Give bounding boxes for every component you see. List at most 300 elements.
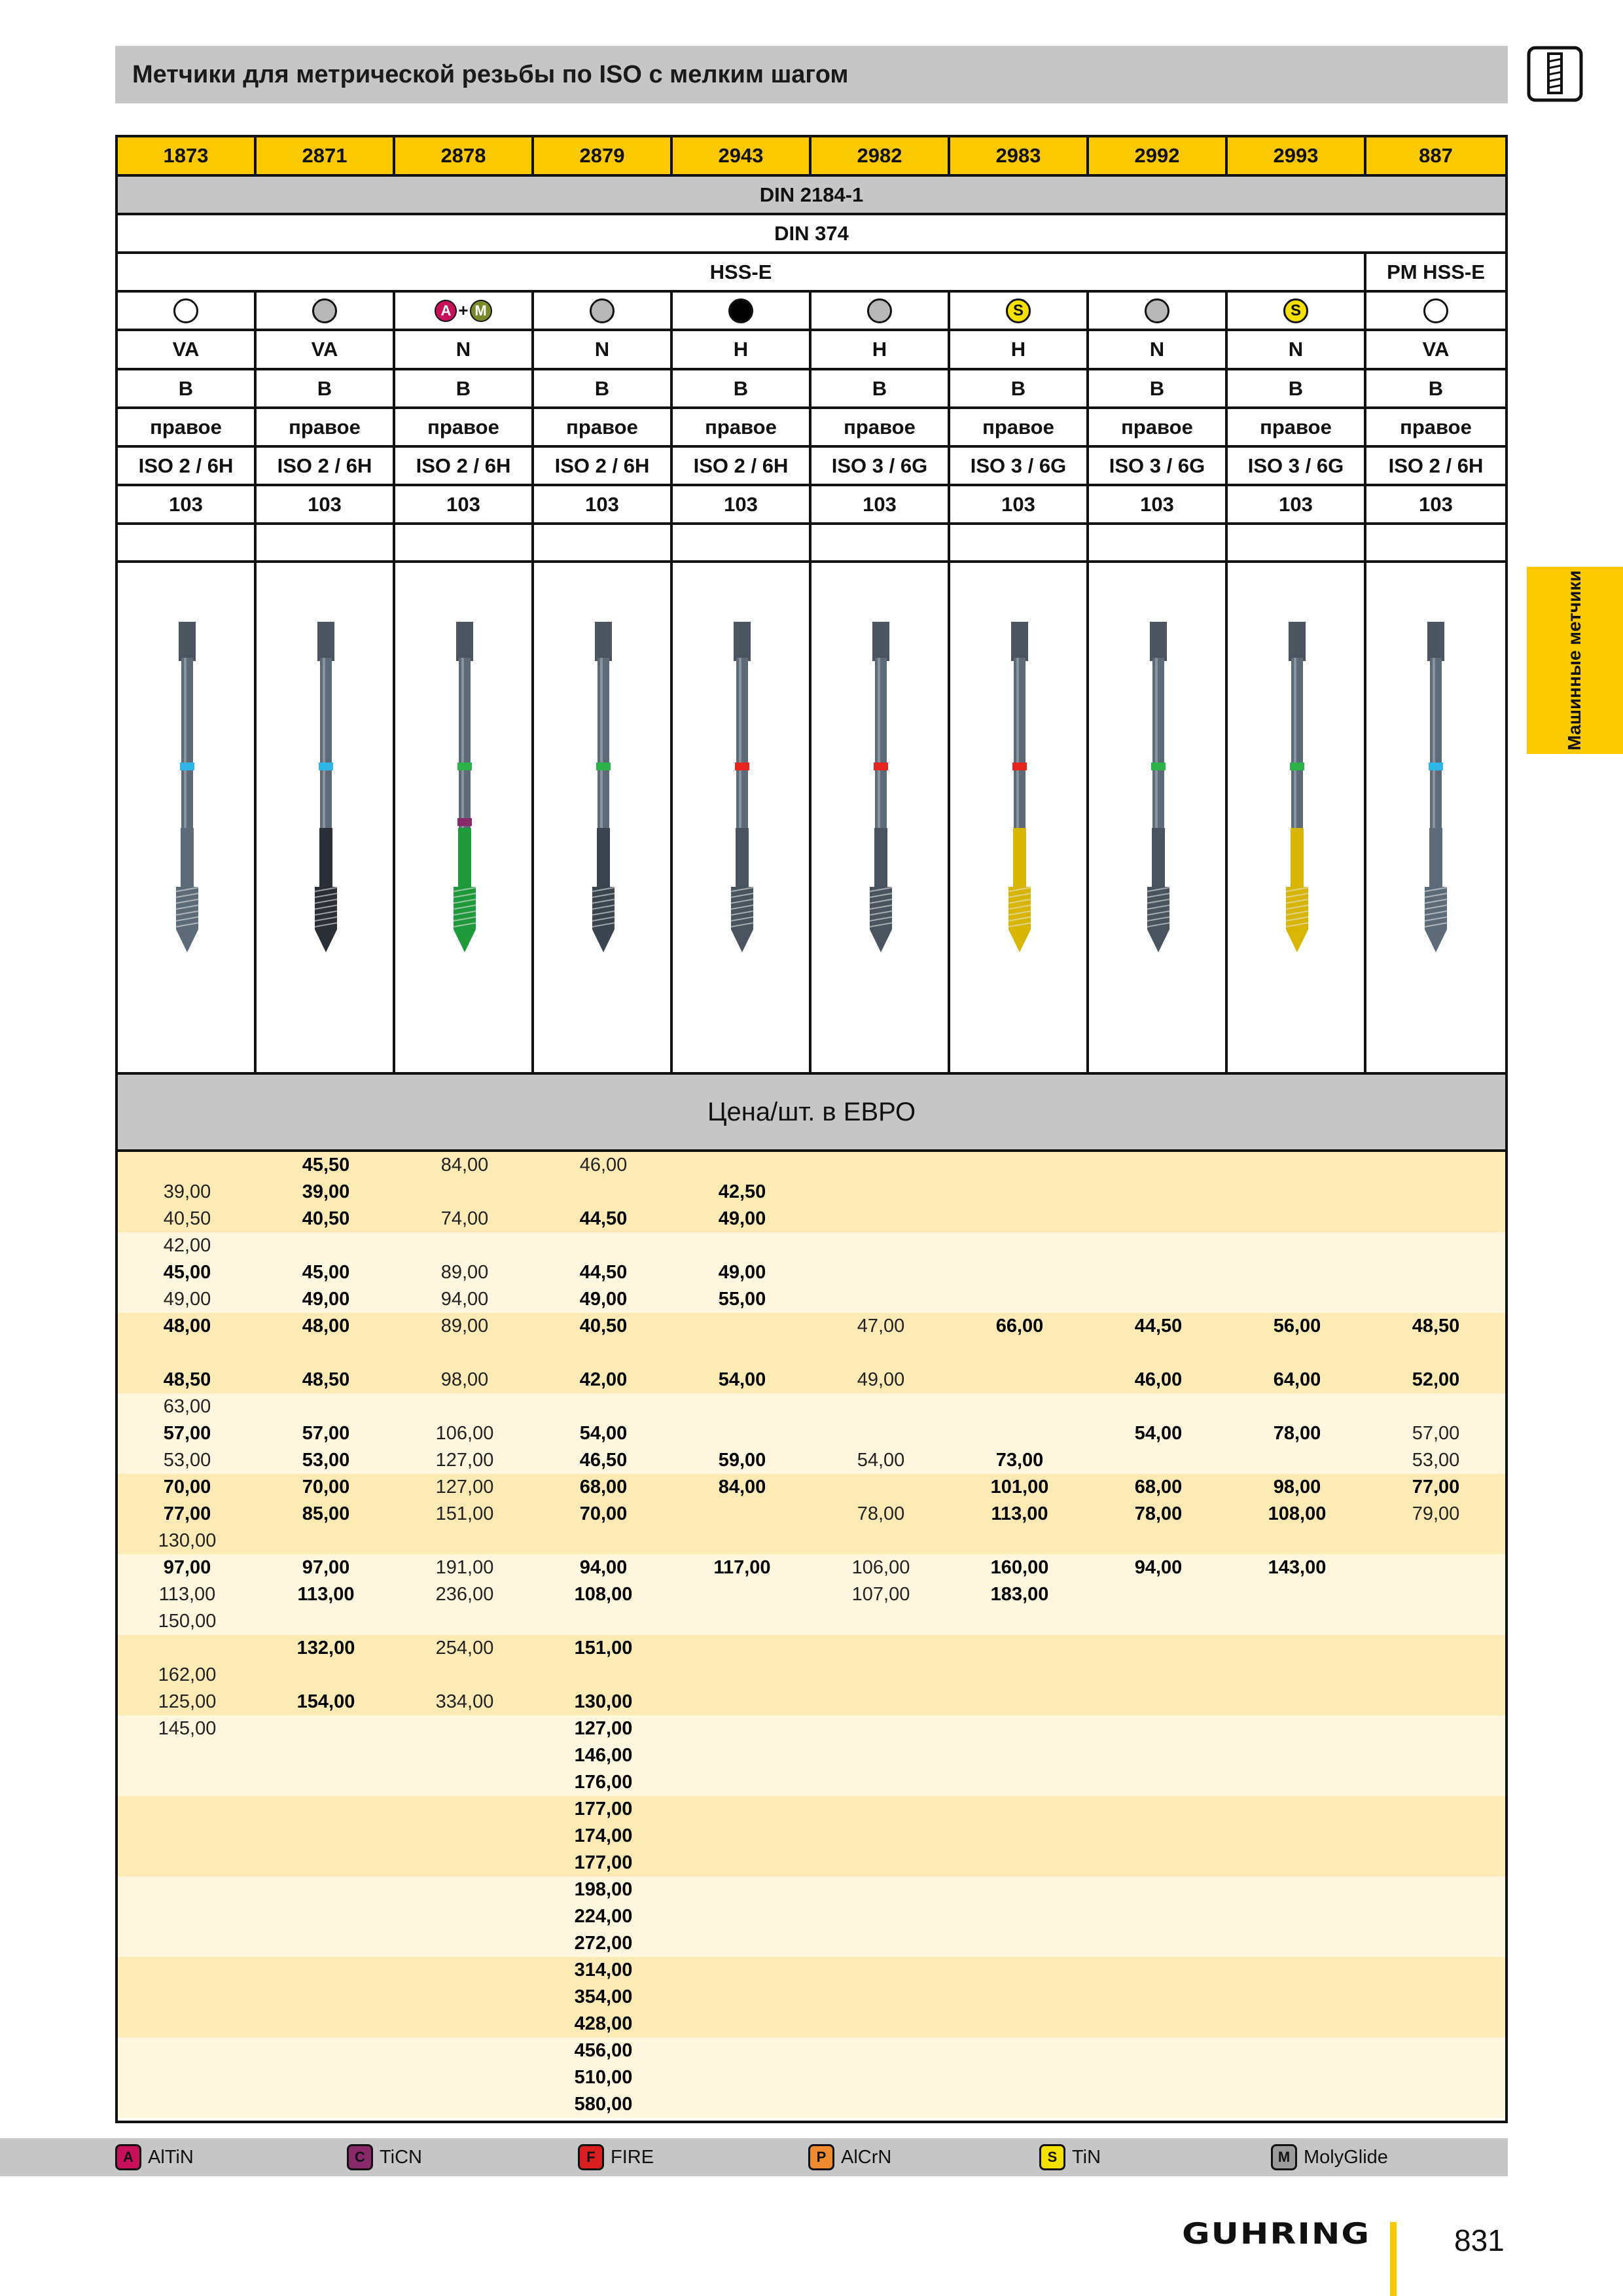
thread-tolerance: ISO 3 / 6G bbox=[1228, 448, 1366, 484]
price-cell bbox=[1366, 1206, 1505, 1232]
price-row bbox=[118, 1662, 1505, 1689]
price-row bbox=[118, 1313, 1505, 1340]
price-cell: 48,50 bbox=[302, 1369, 350, 1390]
price-cell bbox=[395, 1930, 534, 1957]
thread-direction: правое bbox=[673, 409, 812, 445]
tap-neck bbox=[1429, 828, 1442, 890]
price-cell: 94,00 bbox=[1134, 1557, 1183, 1578]
price-cell: 57,00 bbox=[1412, 1423, 1460, 1444]
price-cell bbox=[812, 2091, 950, 2118]
tap-image-cell bbox=[534, 563, 673, 1072]
price-cell bbox=[395, 1903, 534, 1930]
price-cell bbox=[1089, 1662, 1228, 1689]
tap-form: B bbox=[812, 370, 950, 406]
tap-form: B bbox=[950, 370, 1089, 406]
material-group: VA bbox=[257, 331, 395, 368]
price-row bbox=[118, 1608, 1505, 1635]
price-row bbox=[118, 1474, 1505, 1501]
empty-cell bbox=[395, 525, 534, 560]
price-cell bbox=[257, 1232, 395, 1259]
price-cell: 94,00 bbox=[440, 1289, 489, 1310]
coating-cell bbox=[812, 293, 950, 329]
price-cell bbox=[1366, 1984, 1505, 2011]
thread-direction: правое bbox=[1089, 409, 1228, 445]
price-cell bbox=[1366, 1957, 1505, 1984]
price-cell: 42,00 bbox=[163, 1235, 211, 1256]
price-cell bbox=[1089, 1903, 1228, 1930]
price-cell bbox=[1366, 2011, 1505, 2037]
price-cell: 45,00 bbox=[163, 1262, 211, 1283]
price-cell: 46,50 bbox=[579, 1450, 628, 1471]
price-cell: 154,00 bbox=[296, 1691, 355, 1712]
price-cell: 314,00 bbox=[574, 1960, 633, 1981]
tap-image-cell bbox=[395, 563, 534, 1072]
empty-row bbox=[118, 525, 1505, 563]
price-cell bbox=[812, 1152, 950, 1179]
thread-direction: правое bbox=[950, 409, 1089, 445]
page-reference: 103 bbox=[534, 486, 673, 522]
price-cell: 98,00 bbox=[1273, 1477, 1321, 1498]
price-cell bbox=[395, 1715, 534, 1742]
price-cell: 162,00 bbox=[158, 1664, 217, 1685]
price-cell bbox=[1228, 1957, 1366, 1984]
price-cell bbox=[673, 1528, 812, 1554]
price-cell bbox=[1228, 1152, 1366, 1179]
price-cell bbox=[812, 1232, 950, 1259]
price-cell bbox=[950, 1984, 1089, 2011]
thread-tolerance: ISO 3 / 6G bbox=[812, 448, 950, 484]
logo-divider bbox=[1390, 2222, 1397, 2296]
price-cell: 53,00 bbox=[1412, 1450, 1460, 1471]
coating-cell bbox=[1089, 293, 1228, 329]
price-cell bbox=[812, 1179, 950, 1206]
price-cell bbox=[257, 1903, 395, 1930]
standard-din2184: DIN 2184-1 bbox=[759, 183, 864, 206]
price-cell: 45,00 bbox=[302, 1262, 350, 1283]
price-cell bbox=[950, 1608, 1089, 1635]
price-cell bbox=[1228, 1984, 1366, 2011]
price-cell: 132,00 bbox=[296, 1638, 355, 1659]
price-row bbox=[118, 1689, 1505, 1715]
price-cell bbox=[1089, 1206, 1228, 1232]
price-cell bbox=[1366, 1179, 1505, 1206]
altin-icon: A bbox=[435, 300, 457, 322]
price-cell bbox=[812, 1796, 950, 1823]
price-cell bbox=[118, 1823, 257, 1850]
tap-form: B bbox=[1428, 376, 1444, 400]
price-cell bbox=[257, 1393, 395, 1420]
price-cell bbox=[673, 2064, 812, 2091]
coating-row bbox=[118, 293, 1505, 331]
price-cell bbox=[950, 1662, 1089, 1689]
tap-neck bbox=[736, 828, 749, 890]
price-cell bbox=[395, 1823, 534, 1850]
price-cell bbox=[673, 2037, 812, 2064]
price-cell: 117,00 bbox=[713, 1557, 771, 1578]
price-cell bbox=[1228, 2091, 1366, 2118]
price-cell bbox=[1366, 1232, 1505, 1259]
price-row bbox=[118, 1501, 1505, 1528]
price-cell: 70,00 bbox=[163, 1477, 211, 1498]
thread-direction: правое bbox=[812, 409, 950, 445]
price-cell bbox=[812, 1635, 950, 1662]
price-cell bbox=[1366, 1823, 1505, 1850]
price-cell bbox=[1089, 1581, 1228, 1608]
price-cell bbox=[1228, 1769, 1366, 1796]
price-cell bbox=[812, 1769, 950, 1796]
price-cell bbox=[950, 1528, 1089, 1554]
tap-form: B bbox=[673, 370, 812, 406]
price-cell bbox=[950, 1286, 1089, 1313]
price-cell: 68,00 bbox=[1134, 1477, 1183, 1498]
price-cell bbox=[1228, 2037, 1366, 2064]
price-cell: 59,00 bbox=[718, 1450, 766, 1471]
coating-altin-molyglide bbox=[435, 300, 491, 322]
price-cell bbox=[812, 1850, 950, 1876]
section-tab-label: Машинные метчики bbox=[1564, 570, 1584, 751]
page-reference: 103 bbox=[395, 486, 534, 522]
price-cell: 191,00 bbox=[435, 1557, 494, 1578]
price-cell: 53,00 bbox=[302, 1450, 350, 1471]
price-cell: 98,00 bbox=[440, 1369, 489, 1390]
price-cell: 44,50 bbox=[579, 1208, 628, 1229]
price-cell bbox=[257, 2091, 395, 2118]
empty-cell bbox=[118, 525, 257, 560]
material-group: N bbox=[1228, 331, 1366, 368]
price-cell bbox=[950, 1823, 1089, 1850]
price-cell: 48,00 bbox=[163, 1316, 211, 1336]
price-cell bbox=[812, 1715, 950, 1742]
price-cell bbox=[812, 1420, 950, 1447]
tap-neck bbox=[1291, 828, 1304, 890]
price-cell bbox=[950, 1420, 1089, 1447]
price-cell bbox=[257, 1340, 395, 1367]
tap-neck bbox=[1013, 828, 1026, 890]
price-cell: 63,00 bbox=[163, 1396, 211, 1417]
price-cell bbox=[257, 2064, 395, 2091]
price-cell bbox=[1228, 2011, 1366, 2037]
page-reference: 103 bbox=[257, 486, 395, 522]
price-row bbox=[118, 1715, 1505, 1742]
price-cell bbox=[950, 1206, 1089, 1232]
price-cell bbox=[673, 1608, 812, 1635]
price-cell bbox=[812, 1206, 950, 1232]
thread-tolerance: ISO 3 / 6G bbox=[1089, 448, 1228, 484]
material-main: HSS-E bbox=[118, 254, 1366, 290]
page-reference: 103 bbox=[812, 486, 950, 522]
coating-cell bbox=[950, 293, 1089, 329]
price-cell bbox=[1089, 2064, 1228, 2091]
legend-label: FIRE bbox=[611, 2146, 654, 2168]
price-cell: 70,00 bbox=[579, 1503, 628, 1524]
price-cell bbox=[1089, 1957, 1228, 1984]
price-cell bbox=[812, 1608, 950, 1635]
tap-image-cell bbox=[1228, 563, 1366, 1072]
price-cell: 48,50 bbox=[1412, 1316, 1460, 1336]
price-cell bbox=[950, 1930, 1089, 1957]
tap-image-cell bbox=[812, 563, 950, 1072]
tap-form: B bbox=[1228, 370, 1366, 406]
price-cell bbox=[534, 1393, 673, 1420]
product-number: 2879 bbox=[534, 137, 673, 174]
price-cell: 44,50 bbox=[579, 1262, 628, 1283]
section-tab[interactable] bbox=[1527, 567, 1623, 754]
price-cell: 160,00 bbox=[990, 1557, 1049, 1578]
price-cell bbox=[257, 1876, 395, 1903]
legend-label: MolyGlide bbox=[1304, 2146, 1388, 2168]
price-row bbox=[118, 1286, 1505, 1313]
price-cell bbox=[950, 2064, 1089, 2091]
price-cell: 49,00 bbox=[579, 1289, 628, 1310]
product-number: 2982 bbox=[812, 137, 950, 174]
tap-color-ring bbox=[1429, 762, 1443, 770]
product-number: 2983 bbox=[950, 137, 1089, 174]
form-row bbox=[118, 370, 1505, 409]
price-cell bbox=[1366, 1742, 1505, 1769]
price-row bbox=[118, 1179, 1505, 1206]
price-cell: 177,00 bbox=[574, 1852, 633, 1873]
tap-square-end bbox=[179, 622, 196, 661]
tap-image-cell bbox=[118, 563, 257, 1072]
price-cell bbox=[673, 1984, 812, 2011]
price-row bbox=[118, 1340, 1505, 1367]
price-row bbox=[118, 1930, 1505, 1957]
material-group: H bbox=[673, 331, 812, 368]
price-cell bbox=[395, 1769, 534, 1796]
price-cell bbox=[673, 1876, 812, 1903]
standard-row bbox=[118, 177, 1505, 215]
price-cell: 49,00 bbox=[718, 1262, 766, 1283]
direction-row bbox=[118, 409, 1505, 448]
gray-circle-icon bbox=[312, 298, 337, 323]
price-cell bbox=[257, 1742, 395, 1769]
price-cell: 74,00 bbox=[440, 1208, 489, 1229]
price-cell bbox=[673, 1501, 812, 1528]
price-cell bbox=[118, 2011, 257, 2037]
price-row bbox=[118, 1152, 1505, 1179]
tap-color-ring bbox=[874, 762, 888, 770]
price-row bbox=[118, 1742, 1505, 1769]
price-cell: 127,00 bbox=[574, 1718, 633, 1739]
price-cell bbox=[1366, 1903, 1505, 1930]
price-row bbox=[118, 1420, 1505, 1447]
product-number: 2878 bbox=[395, 137, 534, 174]
price-cell bbox=[950, 1635, 1089, 1662]
material-last: PM HSS-E bbox=[1387, 260, 1485, 283]
plus-sign: + bbox=[458, 300, 469, 320]
price-row bbox=[118, 1206, 1505, 1232]
price-cell bbox=[1089, 1930, 1228, 1957]
price-cell bbox=[118, 1340, 257, 1367]
price-cell bbox=[1228, 1340, 1366, 1367]
price-cell bbox=[950, 1340, 1089, 1367]
price-cell bbox=[118, 1984, 257, 2011]
price-cell bbox=[1089, 1447, 1228, 1474]
price-cell bbox=[534, 1232, 673, 1259]
price-cell bbox=[1366, 1152, 1505, 1179]
thread-direction: правое bbox=[1228, 409, 1366, 445]
tap-form: B bbox=[534, 370, 673, 406]
price-cell bbox=[257, 1930, 395, 1957]
price-cell bbox=[812, 1662, 950, 1689]
coating-cell bbox=[1228, 293, 1366, 329]
tap-form: B bbox=[1089, 370, 1228, 406]
price-cell bbox=[118, 2064, 257, 2091]
price-cell bbox=[1089, 1259, 1228, 1286]
price-cell bbox=[257, 1528, 395, 1554]
thread-direction: правое bbox=[1400, 415, 1472, 439]
tap-image-cell bbox=[1366, 563, 1505, 1072]
thread-direction: правое bbox=[395, 409, 534, 445]
price-cell bbox=[673, 1930, 812, 1957]
tap-image-row bbox=[118, 563, 1505, 1075]
price-cell: 42,50 bbox=[718, 1181, 766, 1202]
tap-image-cell bbox=[257, 563, 395, 1072]
price-cell: 108,00 bbox=[574, 1584, 633, 1605]
price-row bbox=[118, 1876, 1505, 1903]
price-row bbox=[118, 1957, 1505, 1984]
tap-square-end bbox=[456, 622, 473, 661]
price-cell bbox=[1089, 2091, 1228, 2118]
legend-item bbox=[578, 2138, 654, 2176]
product-number: 2993 bbox=[1228, 137, 1366, 174]
price-cell: 84,00 bbox=[718, 1477, 766, 1498]
price-cell bbox=[673, 1823, 812, 1850]
material-group: H bbox=[950, 331, 1089, 368]
tap-square-end bbox=[1289, 622, 1306, 661]
price-cell bbox=[1366, 1393, 1505, 1420]
price-cell bbox=[257, 1769, 395, 1796]
price-cell bbox=[812, 1689, 950, 1715]
price-cell bbox=[812, 1903, 950, 1930]
thread-tolerance: ISO 2 / 6H bbox=[395, 448, 534, 484]
price-cell bbox=[812, 2011, 950, 2037]
price-cell bbox=[673, 1769, 812, 1796]
material-group-row bbox=[118, 331, 1505, 370]
tap-image-cell bbox=[950, 563, 1089, 1072]
price-cell bbox=[1228, 1903, 1366, 1930]
price-row bbox=[118, 1232, 1505, 1259]
price-row bbox=[118, 1554, 1505, 1581]
price-cell bbox=[673, 1850, 812, 1876]
coating-molyglide-icon: M bbox=[1271, 2144, 1297, 2170]
price-cell bbox=[1089, 2011, 1228, 2037]
price-cell bbox=[812, 1984, 950, 2011]
thread-direction: правое bbox=[257, 409, 395, 445]
price-cell: 108,00 bbox=[1268, 1503, 1327, 1524]
price-cell bbox=[812, 1259, 950, 1286]
price-cell bbox=[1366, 1554, 1505, 1581]
price-cell bbox=[673, 1662, 812, 1689]
price-cell bbox=[673, 1393, 812, 1420]
price-cell: 57,00 bbox=[163, 1423, 211, 1444]
tap-square-end bbox=[1011, 622, 1028, 661]
price-row bbox=[118, 1984, 1505, 2011]
price-cell bbox=[812, 2037, 950, 2064]
price-cell bbox=[395, 1742, 534, 1769]
price-cell: 130,00 bbox=[158, 1530, 217, 1551]
price-cell: 146,00 bbox=[574, 1745, 633, 1766]
price-cell bbox=[395, 1528, 534, 1554]
tap-color-ring bbox=[1290, 762, 1304, 770]
brand-logo: GUHRING bbox=[1182, 2217, 1371, 2251]
price-cell bbox=[812, 1393, 950, 1420]
tap-illustration bbox=[580, 622, 626, 962]
price-row bbox=[118, 1796, 1505, 1823]
price-cell bbox=[1366, 1340, 1505, 1367]
uncoated-circle-icon bbox=[1423, 298, 1448, 323]
price-cell: 45,50 bbox=[302, 1155, 350, 1175]
price-cell bbox=[1228, 1447, 1366, 1474]
price-cell bbox=[534, 1179, 673, 1206]
price-cell bbox=[1366, 1635, 1505, 1662]
price-cell bbox=[950, 1259, 1089, 1286]
price-cell: 106,00 bbox=[851, 1557, 910, 1578]
price-cell bbox=[118, 1930, 257, 1957]
tap-illustration bbox=[1274, 622, 1320, 962]
price-cell bbox=[950, 1393, 1089, 1420]
tap-color-ring bbox=[319, 762, 333, 770]
price-cell: 39,00 bbox=[302, 1181, 350, 1202]
price-cell: 52,00 bbox=[1412, 1369, 1460, 1390]
price-cell bbox=[673, 1742, 812, 1769]
price-cell bbox=[1089, 2037, 1228, 2064]
price-cell bbox=[950, 1850, 1089, 1876]
price-cell bbox=[1366, 2091, 1505, 2118]
tap-form: B bbox=[395, 370, 534, 406]
coating-altin-icon: A bbox=[115, 2144, 141, 2170]
price-cell bbox=[1089, 1340, 1228, 1367]
gray-circle-icon bbox=[867, 298, 892, 323]
product-number-row bbox=[118, 137, 1505, 177]
tap-color-ring bbox=[1151, 762, 1166, 770]
price-cell bbox=[1228, 1850, 1366, 1876]
tap-color-ring bbox=[1012, 762, 1027, 770]
price-cell: 46,00 bbox=[1134, 1369, 1183, 1390]
price-cell bbox=[395, 1984, 534, 2011]
price-cell: 64,00 bbox=[1273, 1369, 1321, 1390]
price-cell bbox=[812, 1474, 950, 1501]
tap-illustration bbox=[997, 622, 1043, 962]
price-cell: 68,00 bbox=[579, 1477, 628, 1498]
price-cell: 40,50 bbox=[302, 1208, 350, 1229]
price-cell: 49,00 bbox=[718, 1208, 766, 1229]
price-cell bbox=[950, 2011, 1089, 2037]
price-cell bbox=[1089, 1689, 1228, 1715]
legend-label: AlTiN bbox=[148, 2146, 194, 2168]
price-cell bbox=[1089, 1393, 1228, 1420]
thread-tolerance: ISO 2 / 6H bbox=[257, 448, 395, 484]
price-cell bbox=[395, 1232, 534, 1259]
price-cell: 354,00 bbox=[574, 1986, 633, 2007]
price-cell bbox=[118, 1850, 257, 1876]
price-cell bbox=[1228, 1581, 1366, 1608]
price-cell bbox=[1089, 1286, 1228, 1313]
tap-color-ring bbox=[457, 762, 472, 770]
gray-circle-icon bbox=[1145, 298, 1169, 323]
price-cell bbox=[257, 1957, 395, 1984]
price-cell bbox=[673, 1689, 812, 1715]
material-group: VA bbox=[118, 331, 257, 368]
coating-fire-icon: F bbox=[578, 2144, 604, 2170]
price-cell: 272,00 bbox=[574, 1933, 633, 1954]
price-cell: 49,00 bbox=[163, 1289, 211, 1310]
price-cell bbox=[1228, 1206, 1366, 1232]
tap-icon bbox=[1527, 46, 1583, 102]
material-group: N bbox=[1089, 331, 1228, 368]
price-cell bbox=[950, 1796, 1089, 1823]
price-cell bbox=[950, 2037, 1089, 2064]
